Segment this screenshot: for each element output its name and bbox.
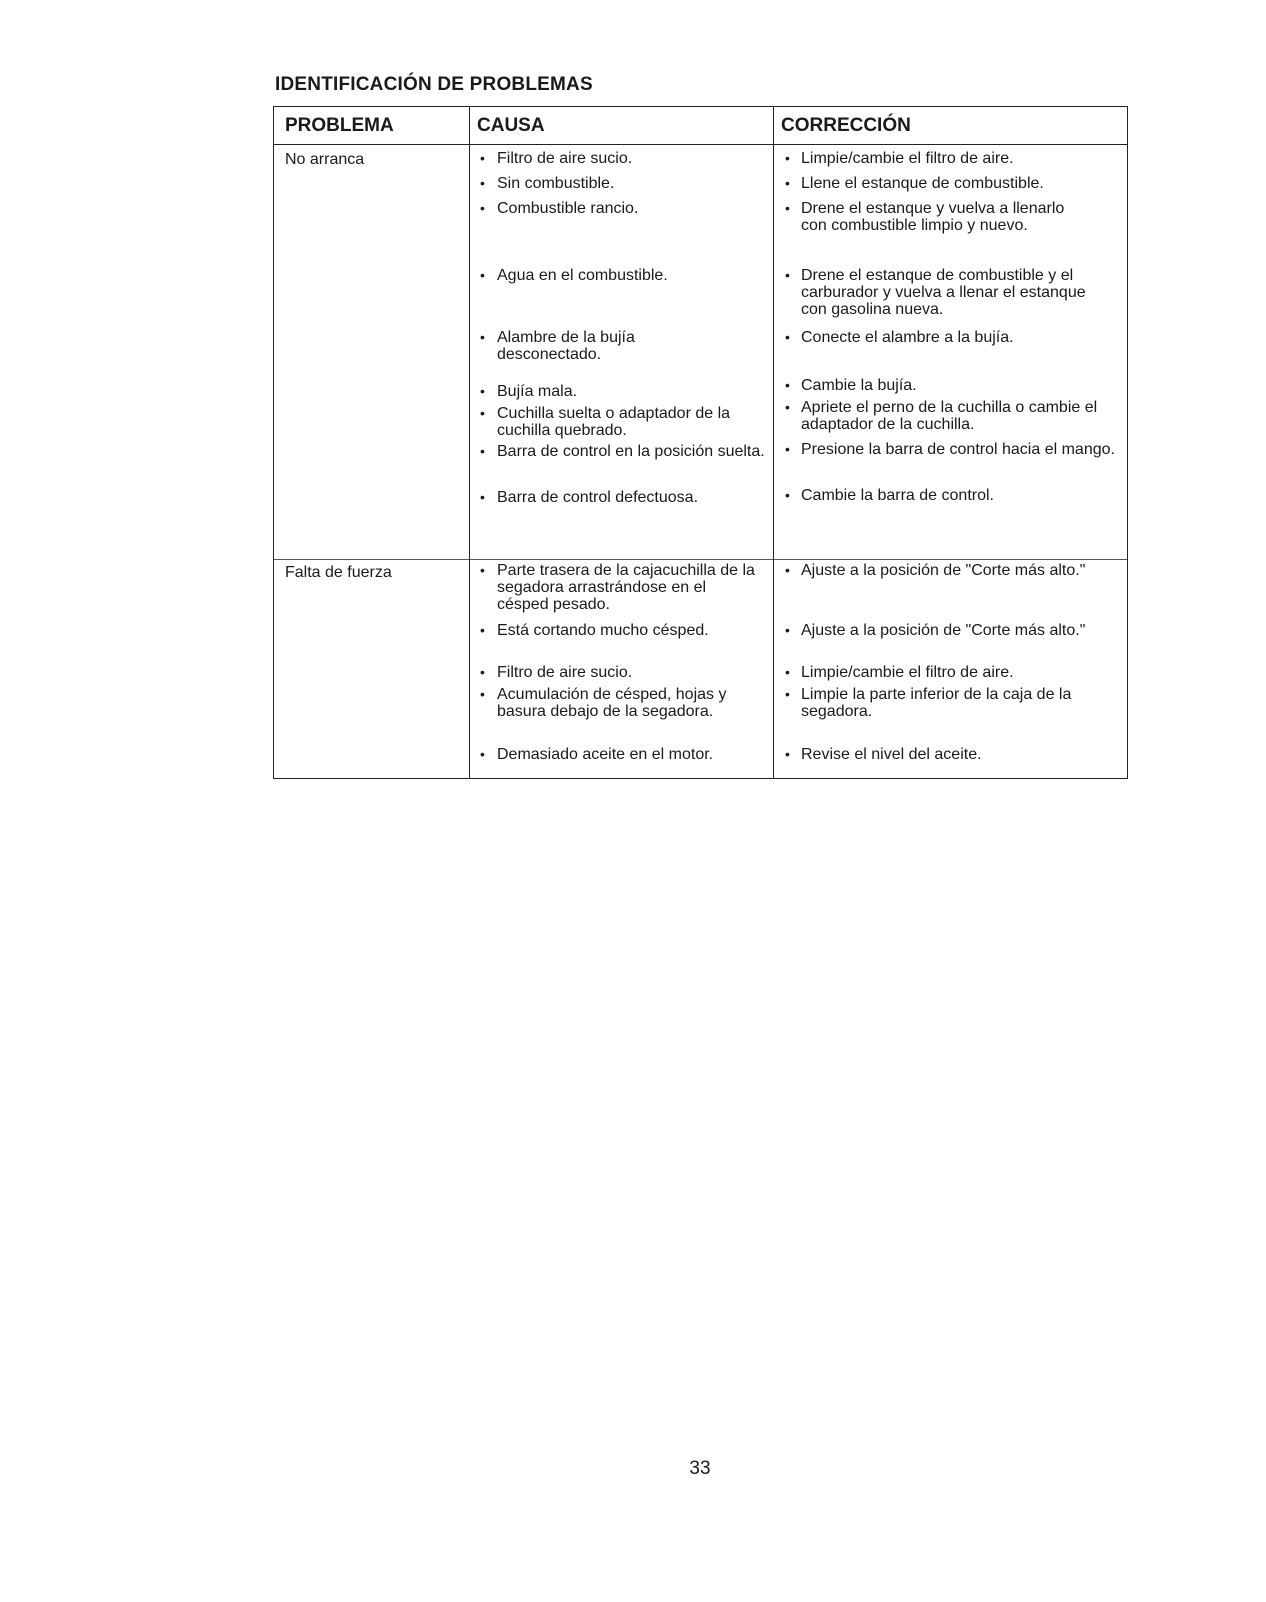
header-cause: CAUSA <box>470 107 774 145</box>
correction-item: • Ajuste a la posición de "Corte más alto." <box>777 562 1101 622</box>
correction-item: • Drene el estanque de combustible y el carburador y vuelva a llenar el estanque con gasolina nueva. <box>777 267 1111 329</box>
cause-item: • Sin combustible. <box>478 175 773 200</box>
cause-item: • Barra de control en la posición suelta. <box>478 443 767 489</box>
correction-item: • Cambie la barra de control. <box>777 487 1127 507</box>
correction-item: • Ajuste a la posición de "Corte más alto." <box>777 622 1101 664</box>
correction-item: • Cambie la bujía. <box>777 377 1127 399</box>
cause-item: • Filtro de aire sucio. <box>478 664 773 686</box>
cause-item: • Acumulación de césped, hojas y basura debajo de la segadora. <box>478 686 759 746</box>
problem-label: No arranca <box>285 151 365 168</box>
cause-item: • Alambre de la bujía desconectado. <box>478 329 667 383</box>
correction-item: • Drene el estanque y vuelva a llenarlo con combustible limpio y nuevo. <box>777 200 1081 267</box>
correction-item: • Llene el estanque de combustible. <box>777 175 1127 200</box>
table-row <box>274 145 1128 560</box>
cause-item: • Cuchilla suelta o adaptador de la cuchilla quebrado. <box>478 405 732 443</box>
cause-item: • Bujía mala. <box>478 383 773 405</box>
section-title: IDENTIFICACIÓN DE PROBLEMAS <box>275 74 593 95</box>
cause-cell <box>470 145 774 560</box>
cause-item: • Filtro de aire sucio. <box>478 150 773 175</box>
correction-item: • Revise el nivel del aceite. <box>777 746 1127 764</box>
correction-cell <box>774 145 1128 560</box>
cause-item: • Combustible rancio. <box>478 200 773 267</box>
cause-item: • Parte trasera de la cajacuchilla de la segadora arrastrándose en el césped pesado. <box>478 562 762 622</box>
page-number: 33 <box>689 1458 711 1479</box>
correction-item: • Limpie/cambie el filtro de aire. <box>777 664 1127 686</box>
correction-cell <box>774 560 1128 779</box>
header-correction: CORRECCIÓN <box>774 107 1128 145</box>
correction-item: • Conecte el alambre a la bujía. <box>777 329 1127 377</box>
cause-item: • Está cortando mucho césped. <box>478 622 773 664</box>
cause-item: • Barra de control defectuosa. <box>478 489 773 509</box>
cause-item: • Agua en el combustible. <box>478 267 773 329</box>
correction-item: • Apriete el perno de la cuchilla o cambie el adaptador de la cuchilla. <box>777 399 1111 441</box>
troubleshooting-table <box>273 106 1128 779</box>
header-problem: PROBLEMA <box>274 107 470 145</box>
cause-item: • Demasiado aceite en el motor. <box>478 746 773 764</box>
problem-cell <box>274 560 470 779</box>
correction-item: • Presione la barra de control hacia el mango. <box>777 441 1116 487</box>
correction-item: • Limpie/cambie el filtro de aire. <box>777 150 1127 175</box>
problem-cell <box>274 145 470 560</box>
cause-cell <box>470 560 774 779</box>
correction-item: • Limpie la parte inferior de la caja de la segadora. <box>777 686 1116 746</box>
table-row <box>274 560 1128 779</box>
table-header-row <box>274 107 1128 145</box>
problem-label: Falta de fuerza <box>285 564 392 581</box>
